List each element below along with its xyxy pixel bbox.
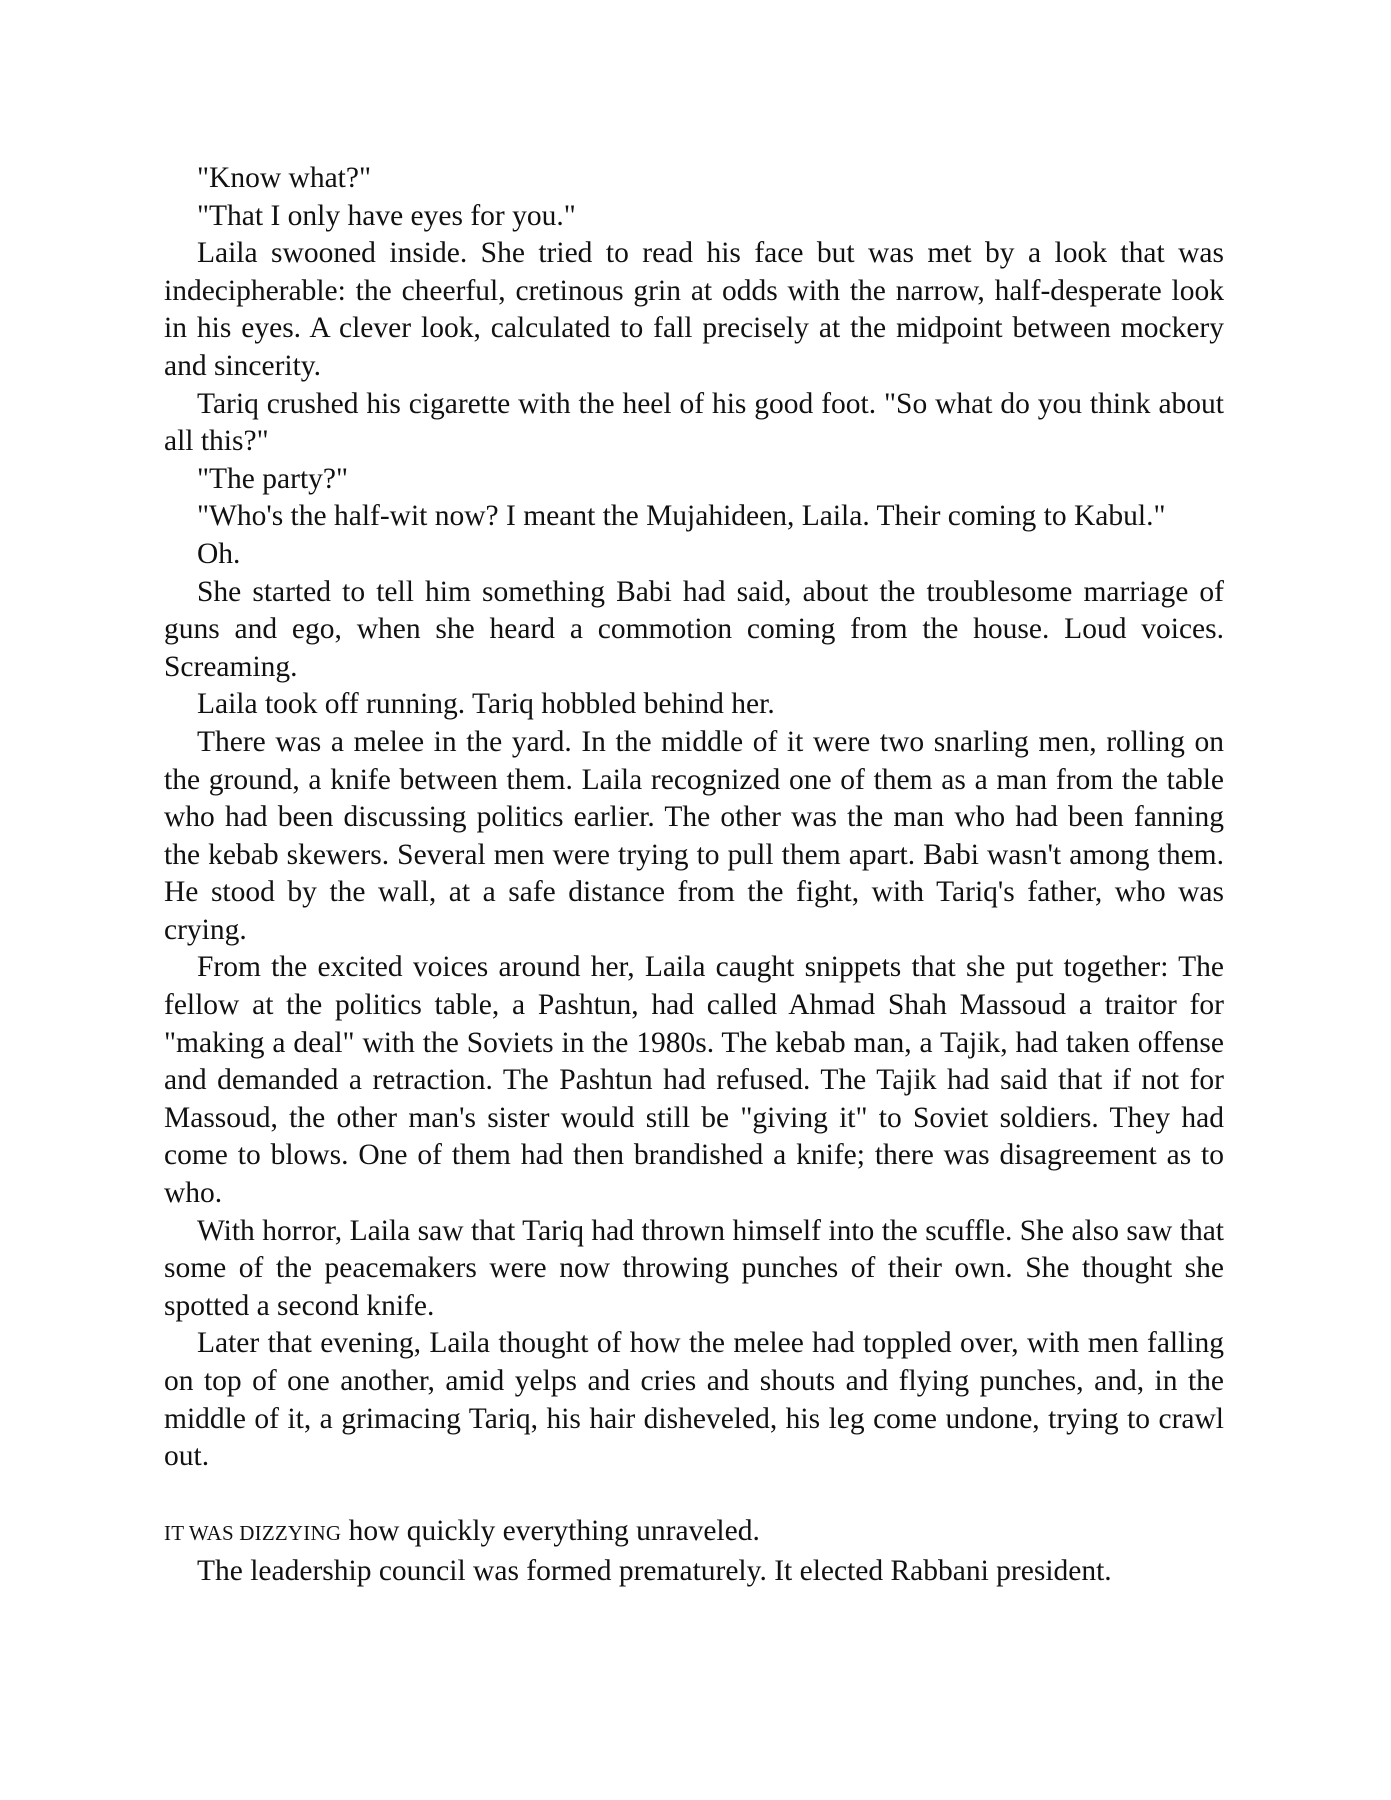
section-lead-rest: how quickly everything unraveled. <box>341 1515 760 1548</box>
paragraph-dialogue-know-what: "Know what?" <box>197 162 372 194</box>
paragraph-took-off-running: Laila took off running. Tariq hobbled behind her. <box>197 688 775 721</box>
paragraph-dialogue-the-party: "The party?" <box>197 462 349 495</box>
section-lead-small-caps: IT WAS DIZZYING <box>164 1521 342 1546</box>
paragraph-dialogue-half-wit: "Who's the half-wit now? I meant the Mujahideen, Laila. Their coming to Kabul." <box>197 500 1166 533</box>
paragraph-melee-in-yard: There was a melee in the yard. In the middle of it were two snarling men, rolling on the ground, a knife between them. Laila recognized one of them as a man from the table who had been discussing politics earlier. The other was the man who had been fanning the kebab skewers. Several men were trying to pull them apart. Babi wasn't among them. He stood by the wall, at a safe distance from the fight, with Tariq's father, who was crying. <box>164 725 1224 946</box>
paragraph-oh: Oh. <box>197 537 241 570</box>
paragraph-with-horror: With horror, Laila saw that Tariq had thrown himself into the scuffle. She also saw that some of the peacemakers were now throwing punches of their own. She thought she spotted a second knife. <box>164 1214 1224 1322</box>
paragraph-leadership-council: The leadership council was formed prematurely. It elected Rabbani president. <box>197 1554 1112 1587</box>
book-page <box>164 160 1224 1591</box>
paragraph-excited-voices: From the excited voices around her, Laila caught snippets that she put together: The fellow at the politics table, a Pashtun, had called Ahmad Shah Massoud a traitor for "making a deal" with the Soviets in the 1980s. The kebab man, a Tajik, had taken offense and demanded a retraction. The Pashtun had refused. The Tajik had said that if not for Massoud, the other man's sister would still be "giving it" to Soviet soldiers. They had come to blows. One of them had then brandished a knife; there was disagreement as to who. <box>164 951 1224 1210</box>
paragraph-laila-swooned: Laila swooned inside. She tried to read his face but was met by a look that was indecipherable: the cheerful, cretinous grin at odds with the narrow, half-desperate look in his eyes. A clever look, calculated to fall precisely at the midpoint between mockery and sincerity. <box>164 237 1224 382</box>
paragraph-later-that-evening: Later that evening, Laila thought of how the melee had toppled over, with men falling on top of one another, amid yelps and cries and shouts and flying punches, and, in the middle of it, a grimacing Tariq, his hair disheveled, his leg come undone, trying to crawl out. <box>164 1327 1224 1473</box>
paragraph-commotion: She started to tell him something Babi had said, about the troublesome marriage of guns and ego, when she heard a commotion coming from the house. Loud voices. Screaming. <box>164 575 1224 683</box>
paragraph-tariq-cigarette: Tariq crushed his cigarette with the heel of his good foot. "So what do you think about all this?" <box>164 387 1224 458</box>
section-opening-line <box>164 1513 1224 1553</box>
paragraph-dialogue-eyes-for-you: "That I only have eyes for you." <box>197 199 576 232</box>
